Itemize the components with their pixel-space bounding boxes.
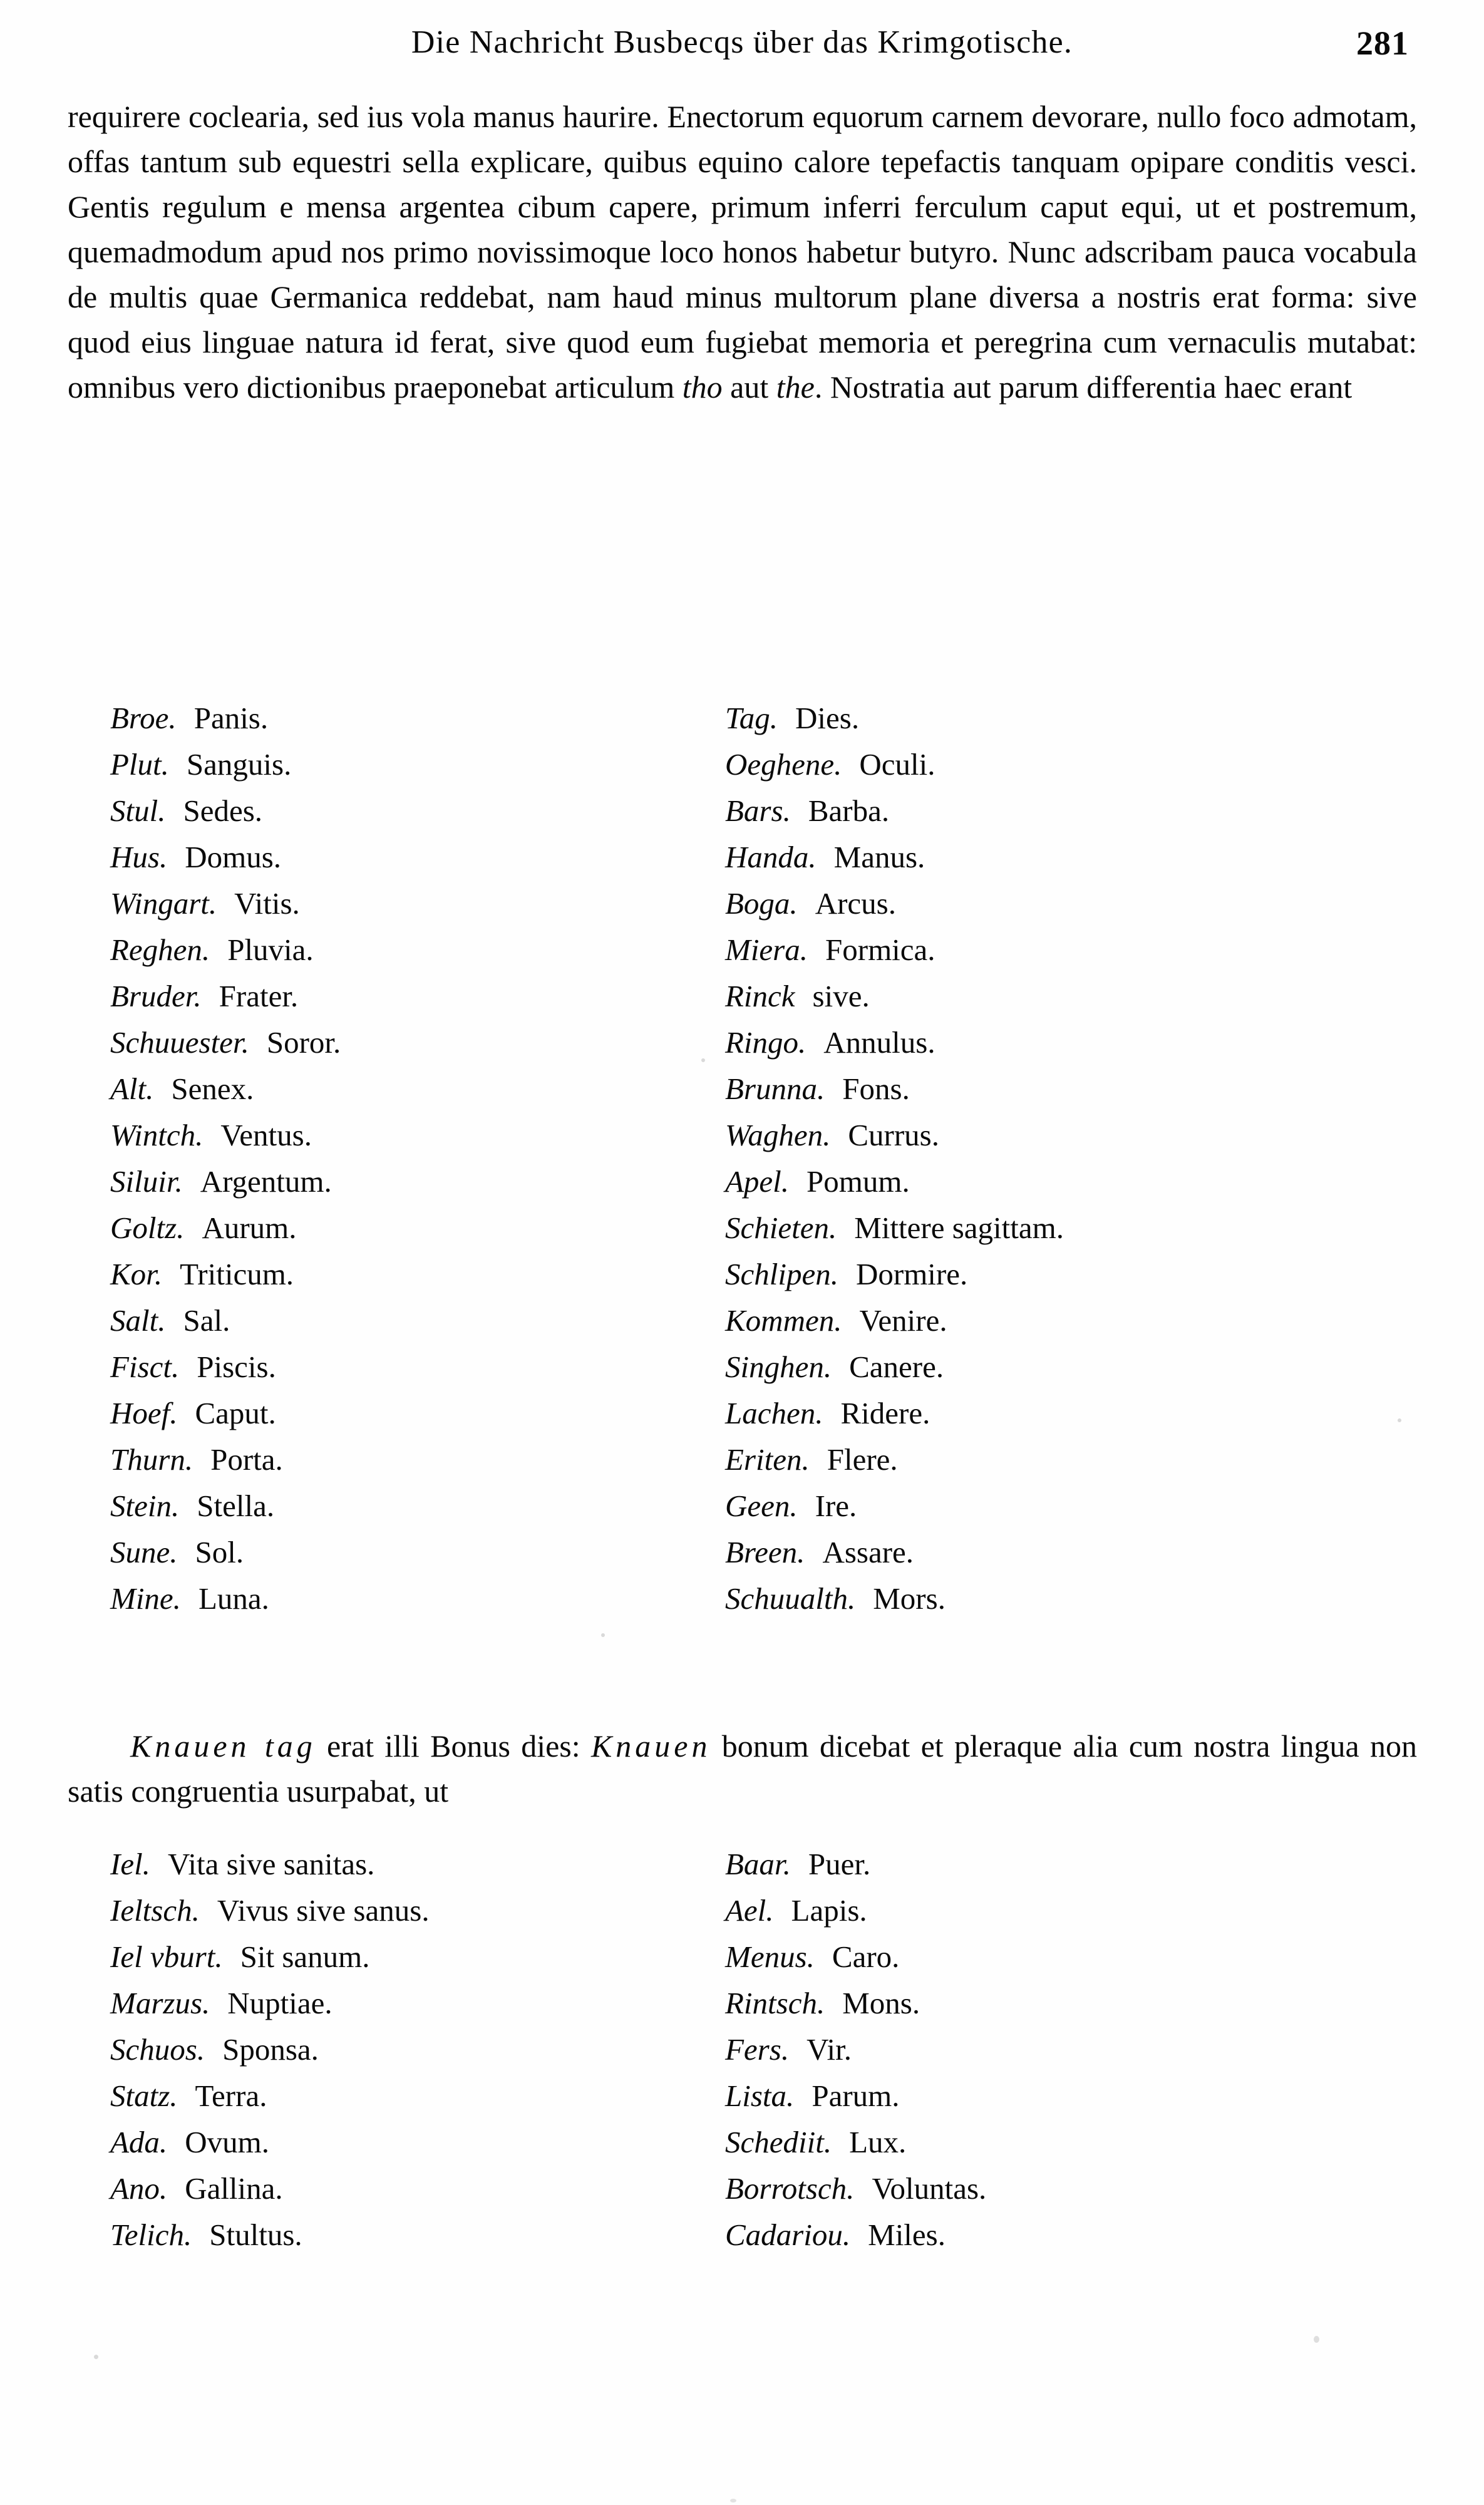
glossary-entry-left — [68, 1390, 681, 1437]
glossary-definition: Ovum. — [185, 2125, 269, 2159]
glossary-entry-left — [68, 1344, 681, 1390]
glossary-definition: Barba. — [808, 793, 890, 828]
scan-speck — [1398, 1418, 1401, 1422]
glossary-definition: Dormire. — [855, 1257, 968, 1291]
glossary-row — [68, 1159, 1417, 1205]
glossary-entry-left — [68, 1251, 681, 1298]
glossary-row — [68, 1390, 1417, 1437]
scan-speck — [730, 2499, 736, 2502]
glossary-definition: Ventus. — [220, 1118, 312, 1152]
glossary-definition: Vir. — [806, 2032, 852, 2067]
glossary-row — [68, 2119, 1417, 2166]
glossary-definition: Lapis. — [791, 1893, 867, 1928]
phrase-knauen-tag: Knauen tag — [130, 1728, 316, 1764]
paragraph-segment-2: bonum dicebat et pleraque alia cum nostra lingua non satis congruentia usurpabat, ut — [68, 1728, 1418, 1809]
glossary-entry-left — [68, 1483, 681, 1529]
glossary-definition: Senex. — [171, 1072, 254, 1106]
glossary-definition: Puer. — [808, 1847, 871, 1881]
glossary-entry-left — [68, 1980, 681, 2027]
glossary-headword: Ieltsch. — [110, 1893, 200, 1928]
page-number: 281 — [1356, 24, 1409, 62]
glossary-entry-left — [68, 927, 681, 973]
glossary-headword: Waghen. — [725, 1118, 831, 1152]
running-head — [75, 24, 1409, 80]
glossary-definition: Sal. — [183, 1303, 230, 1338]
glossary-row — [68, 2027, 1417, 2073]
glossary-definition: Manus. — [833, 840, 925, 874]
glossary-entry-right — [681, 1888, 1417, 1934]
glossary-headword: Schediit. — [725, 2125, 832, 2159]
glossary-definition: Vita sive sanitas. — [167, 1847, 375, 1881]
glossary-headword: Bars. — [725, 793, 791, 828]
glossary-entry-right — [681, 973, 1417, 1020]
glossary-headword: Mine. — [110, 1581, 181, 1616]
glossary-row — [68, 1205, 1417, 1251]
phrase-knauen: Knauen — [590, 1728, 711, 1764]
glossary-definition: Flere. — [827, 1442, 898, 1477]
glossary-headword: Stul. — [110, 793, 166, 828]
glossary-definition: Formica. — [825, 932, 935, 967]
glossary-headword: Wintch. — [110, 1118, 204, 1152]
glossary-entry-right — [681, 1344, 1417, 1390]
glossary-row — [68, 1576, 1417, 1622]
glossary-row — [68, 1020, 1417, 1066]
glossary-entry-right — [681, 695, 1417, 741]
glossary-headword: Ael. — [725, 1893, 774, 1928]
glossary-definition: Ire. — [815, 1489, 857, 1523]
glossary-entry-left — [68, 2212, 681, 2258]
glossary-headword: Singhen. — [725, 1350, 832, 1384]
glossary-row — [68, 1437, 1417, 1483]
glossary-headword: Siluir. — [110, 1164, 183, 1199]
glossary-entry-right — [681, 1251, 1417, 1298]
glossary-definition: Annulus. — [823, 1025, 935, 1060]
scan-speck — [94, 2355, 98, 2359]
glossary-definition: Caput. — [195, 1396, 276, 1430]
glossary-definition: Mons. — [842, 1986, 920, 2020]
glossary-entry-left — [68, 695, 681, 741]
glossary-row — [68, 2212, 1417, 2258]
glossary-entry-right — [681, 927, 1417, 973]
glossary-headword: Hus. — [110, 840, 168, 874]
glossary-headword: Borrotsch. — [725, 2171, 855, 2206]
glossary-definition: Lux. — [849, 2125, 907, 2159]
glossary-definition: Luna. — [198, 1581, 269, 1616]
glossary-definition: Sit sanum. — [240, 1939, 370, 1974]
glossary-headword: Rintsch. — [725, 1986, 825, 2020]
glossary-definition: Vitis. — [234, 886, 300, 921]
glossary-row — [68, 1251, 1417, 1298]
glossary-entry-left — [68, 2073, 681, 2119]
glossary-entry-left — [68, 1888, 681, 1934]
glossary-definition: sive. — [812, 979, 870, 1013]
glossary-entry-left — [68, 1066, 681, 1112]
glossary-entry-right — [681, 1576, 1417, 1622]
glossary-entry-left — [68, 1934, 681, 1980]
glossary-headword: Marzus. — [110, 1986, 210, 2020]
glossary-headword: Brunna. — [725, 1072, 825, 1106]
glossary-entry-left — [68, 973, 681, 1020]
paragraph-segment-2: aut — [722, 369, 776, 405]
glossary-row — [68, 973, 1417, 1020]
glossary-entry-right — [681, 2212, 1417, 2258]
body-paragraph-second — [68, 1723, 1417, 1814]
glossary-entry-right — [681, 1841, 1417, 1888]
glossary-headword: Ano. — [110, 2171, 168, 2206]
glossary-headword: Broe. — [110, 701, 177, 735]
glossary-headword: Rinck — [725, 979, 795, 1013]
glossary-headword: Schuualth. — [725, 1581, 856, 1616]
glossary-definition: Sol. — [195, 1535, 244, 1569]
article-the: the — [776, 369, 815, 405]
glossary-definition: Currus. — [848, 1118, 939, 1152]
glossary-headword: Oeghene. — [725, 747, 842, 782]
glossary-entry-left — [68, 2166, 681, 2212]
glossary-headword: Tag. — [725, 701, 778, 735]
glossary-entry-right — [681, 1980, 1417, 2027]
glossary-row — [68, 1066, 1417, 1112]
glossary-definition: Assare. — [822, 1535, 914, 1569]
glossary-definition: Parum. — [812, 2079, 900, 2113]
glossary-definition: Pomum. — [806, 1164, 910, 1199]
glossary-definition: Sedes. — [183, 793, 263, 828]
glossary-headword: Baar. — [725, 1847, 791, 1881]
glossary-entry-right — [681, 2073, 1417, 2119]
glossary-row — [68, 741, 1417, 788]
glossary-definition: Soror. — [266, 1025, 341, 1060]
glossary-entry-left — [68, 1529, 681, 1576]
article-tho: tho — [682, 369, 723, 405]
glossary-row — [68, 1112, 1417, 1159]
glossary-definition: Sponsa. — [222, 2032, 319, 2067]
glossary-row — [68, 927, 1417, 973]
glossary-headword: Reghen. — [110, 932, 210, 967]
glossary-entry-right — [681, 1205, 1417, 1251]
paragraph-segment-1: requirere coclearia, sed ius vola manus haurire. Enectorum equorum carnem devorare, nullo foco admotam, offas tantum sub equestri sella explicare, quibus equino calore tepefactis tanquam opipare conditis vesci. Gentis regulum e mensa argentea cibum capere, primum inferri ferculum caput equi, ut et postremum, quemadmodum apud nos primo novissimoque loco honos habetur butyro. Nunc adscribam pauca vocabula de multis quae Germanica reddebat, nam haud minus multorum plane diversa a nostris erat forma: sive quod eius linguae natura id ferat, sive quod eum fugiebat memoria et peregrina cum vernaculis mutabat: omnibus vero dictionibus praeponebat articulum — [68, 99, 1417, 405]
glossary-headword: Kor. — [110, 1257, 163, 1291]
glossary-entry-right — [681, 1066, 1417, 1112]
glossary-list-two — [68, 1841, 1417, 2258]
glossary-list-one — [68, 695, 1417, 1622]
glossary-entry-right — [681, 1390, 1417, 1437]
glossary-row — [68, 1934, 1417, 1980]
glossary-definition: Miles. — [868, 2218, 946, 2252]
glossary-entry-left — [68, 788, 681, 834]
glossary-headword: Iel vburt. — [110, 1939, 223, 1974]
glossary-definition: Sanguis. — [186, 747, 292, 782]
glossary-entry-right — [681, 834, 1417, 881]
glossary-entry-left — [68, 1205, 681, 1251]
glossary-entry-left — [68, 1112, 681, 1159]
glossary-headword: Boga. — [725, 886, 798, 921]
glossary-headword: Apel. — [725, 1164, 790, 1199]
glossary-row — [68, 1483, 1417, 1529]
glossary-entry-left — [68, 1020, 681, 1066]
glossary-entry-right — [681, 1437, 1417, 1483]
glossary-definition: Mittere sagittam. — [854, 1211, 1064, 1245]
glossary-row — [68, 834, 1417, 881]
paragraph-text — [68, 1723, 1417, 1814]
scan-speck — [701, 1058, 705, 1062]
glossary-definition: Gallina. — [185, 2171, 283, 2206]
glossary-entry-left — [68, 1159, 681, 1205]
glossary-definition: Piscis. — [197, 1350, 276, 1384]
glossary-definition: Argentum. — [200, 1164, 332, 1199]
glossary-headword: Telich. — [110, 2218, 192, 2252]
glossary-definition: Mors. — [873, 1581, 946, 1616]
glossary-headword: Schieten. — [725, 1211, 837, 1245]
glossary-headword: Miera. — [725, 932, 808, 967]
glossary-row — [68, 1980, 1417, 2027]
glossary-headword: Statz. — [110, 2079, 178, 2113]
glossary-definition: Pluvia. — [227, 932, 314, 967]
scan-speck — [1314, 2336, 1319, 2343]
glossary-row — [68, 695, 1417, 741]
glossary-headword: Iel. — [110, 1847, 150, 1881]
glossary-definition: Voluntas. — [872, 2171, 987, 2206]
glossary-definition: Fons. — [842, 1072, 910, 1106]
glossary-headword: Plut. — [110, 747, 169, 782]
glossary-row — [68, 1298, 1417, 1344]
glossary-entry-left — [68, 2119, 681, 2166]
glossary-entry-right — [681, 1112, 1417, 1159]
glossary-definition: Nuptiae. — [227, 1986, 332, 2020]
glossary-definition: Vivus sive sanus. — [217, 1893, 430, 1928]
glossary-headword: Ringo. — [725, 1025, 806, 1060]
glossary-definition: Caro. — [832, 1939, 900, 1974]
glossary-definition: Terra. — [195, 2079, 267, 2113]
glossary-entry-left — [68, 741, 681, 788]
glossary-definition: Domus. — [185, 840, 282, 874]
glossary-definition: Arcus. — [815, 886, 896, 921]
glossary-row — [68, 1344, 1417, 1390]
glossary-entry-right — [681, 2027, 1417, 2073]
glossary-definition: Panis. — [193, 701, 269, 735]
glossary-row — [68, 881, 1417, 927]
glossary-headword: Hoef. — [110, 1396, 178, 1430]
glossary-definition: Stella. — [197, 1489, 275, 1523]
glossary-entry-left — [68, 834, 681, 881]
glossary-headword: Eriten. — [725, 1442, 810, 1477]
glossary-headword: Schuuester. — [110, 1025, 249, 1060]
glossary-headword: Lachen. — [725, 1396, 823, 1430]
glossary-entry-left — [68, 1298, 681, 1344]
glossary-row — [68, 1529, 1417, 1576]
glossary-row — [68, 1888, 1417, 1934]
glossary-entry-left — [68, 1437, 681, 1483]
glossary-headword: Bruder. — [110, 979, 202, 1013]
paragraph-text — [68, 94, 1417, 410]
glossary-entry-left — [68, 881, 681, 927]
glossary-headword: Breen. — [725, 1535, 805, 1569]
glossary-headword: Goltz. — [110, 1211, 185, 1245]
glossary-headword: Menus. — [725, 1939, 815, 1974]
glossary-headword: Cadariou. — [725, 2218, 851, 2252]
glossary-entry-right — [681, 1934, 1417, 1980]
glossary-headword: Geen. — [725, 1489, 798, 1523]
glossary-definition: Oculi. — [859, 747, 935, 782]
glossary-headword: Sune. — [110, 1535, 178, 1569]
glossary-headword: Schuos. — [110, 2032, 205, 2067]
glossary-entry-left — [68, 2027, 681, 2073]
glossary-headword: Fers. — [725, 2032, 790, 2067]
glossary-entry-left — [68, 1841, 681, 1888]
glossary-entry-right — [681, 2166, 1417, 2212]
glossary-entry-right — [681, 1483, 1417, 1529]
glossary-entry-right — [681, 2119, 1417, 2166]
glossary-entry-right — [681, 1298, 1417, 1344]
glossary-definition: Venire. — [859, 1303, 947, 1338]
glossary-entry-right — [681, 1159, 1417, 1205]
paragraph-segment-1: erat illi Bonus dies: — [316, 1728, 591, 1764]
glossary-definition: Stultus. — [209, 2218, 302, 2252]
glossary-headword: Handa. — [725, 840, 817, 874]
scan-speck — [601, 1633, 605, 1637]
glossary-row — [68, 1841, 1417, 1888]
glossary-definition: Aurum. — [202, 1211, 297, 1245]
glossary-headword: Salt. — [110, 1303, 166, 1338]
glossary-definition: Ridere. — [840, 1396, 930, 1430]
glossary-row — [68, 788, 1417, 834]
glossary-definition: Porta. — [210, 1442, 283, 1477]
body-paragraph-first — [68, 94, 1417, 410]
glossary-row — [68, 2166, 1417, 2212]
glossary-entry-right — [681, 788, 1417, 834]
glossary-headword: Schlipen. — [725, 1257, 838, 1291]
glossary-definition: Frater. — [219, 979, 299, 1013]
glossary-definition: Dies. — [795, 701, 860, 735]
glossary-headword: Wingart. — [110, 886, 217, 921]
glossary-headword: Thurn. — [110, 1442, 193, 1477]
glossary-headword: Ada. — [110, 2125, 168, 2159]
glossary-headword: Alt. — [110, 1072, 154, 1106]
glossary-definition: Canere. — [849, 1350, 944, 1384]
glossary-entry-left — [68, 1576, 681, 1622]
glossary-entry-right — [681, 741, 1417, 788]
running-head-title: Die Nachricht Busbecqs über das Krimgotische. — [411, 24, 1073, 60]
glossary-row — [68, 2073, 1417, 2119]
glossary-headword: Lista. — [725, 2079, 795, 2113]
glossary-entry-right — [681, 1529, 1417, 1576]
glossary-headword: Fisct. — [110, 1350, 180, 1384]
glossary-headword: Stein. — [110, 1489, 180, 1523]
glossary-entry-right — [681, 881, 1417, 927]
paragraph-segment-3: . Nostratia aut parum differentia haec erant — [814, 369, 1353, 405]
glossary-headword: Kommen. — [725, 1303, 842, 1338]
glossary-entry-right — [681, 1020, 1417, 1066]
glossary-definition: Triticum. — [180, 1257, 294, 1291]
